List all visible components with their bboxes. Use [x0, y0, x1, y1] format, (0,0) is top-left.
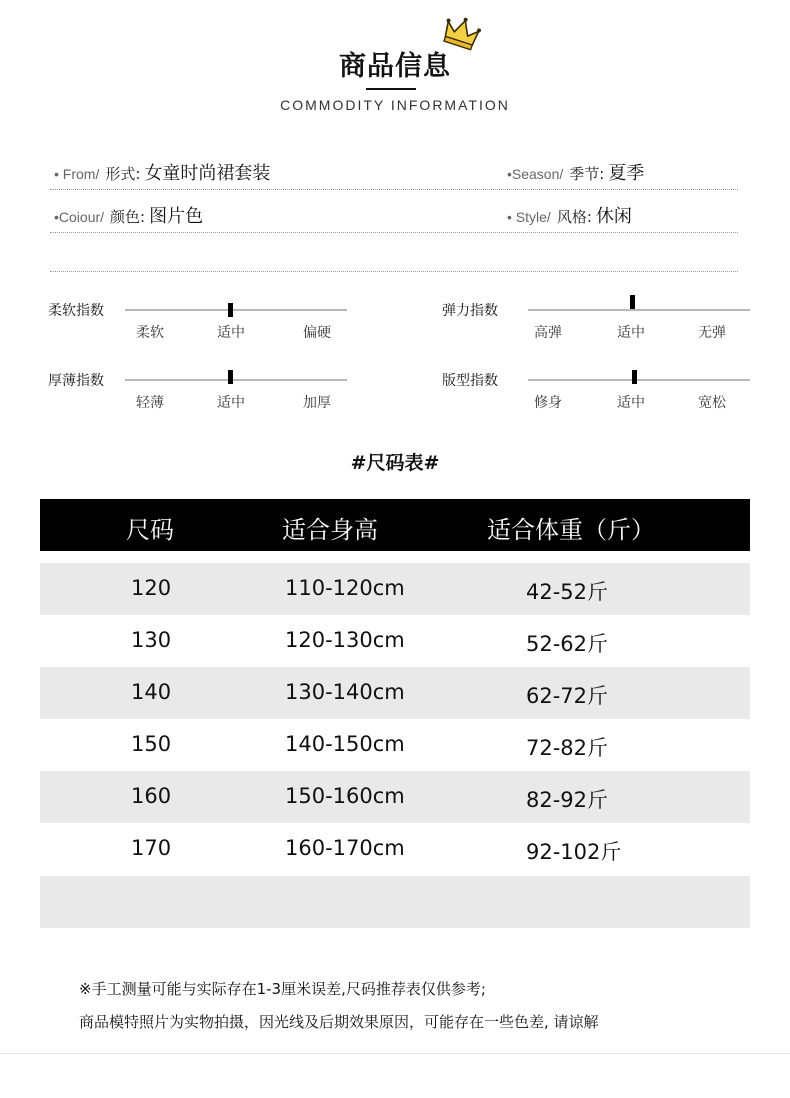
- cell-height: 130-140cm: [285, 680, 405, 704]
- info-season-value: 夏季: [608, 163, 645, 184]
- index-track: [125, 379, 347, 381]
- info-season-en: •Season/: [507, 166, 564, 182]
- cell-size: 140: [131, 680, 172, 704]
- cell-height: 120-130cm: [285, 628, 405, 652]
- info-style-en: • Style/: [507, 209, 551, 225]
- cell-size: 160: [131, 784, 172, 808]
- index-fit: [442, 370, 762, 420]
- index-label: 版型指数: [442, 373, 498, 389]
- cell-weight: 62-72斤: [526, 684, 609, 708]
- info-form: [54, 159, 270, 185]
- page-subtitle: COMMODITY INFORMATION: [280, 97, 510, 113]
- index-tick-low: 高弹: [534, 325, 562, 341]
- index-tick-mid: 适中: [217, 325, 245, 341]
- table-row-empty: [40, 876, 750, 928]
- index-label: 厚薄指数: [48, 373, 104, 389]
- size-table-header: [40, 499, 750, 551]
- cell-weight: 52-62斤: [526, 632, 609, 656]
- cell-height: 140-150cm: [285, 732, 405, 756]
- index-tick-high: 无弹: [698, 325, 726, 341]
- cell-height: 150-160cm: [285, 784, 405, 808]
- index-tick-high: 宽松: [698, 395, 726, 411]
- index-tick-mid: 适中: [617, 325, 645, 341]
- index-tick-high: 偏硬: [303, 325, 331, 341]
- cell-size: 150: [131, 732, 172, 756]
- index-tick-mid: 适中: [217, 395, 245, 411]
- index-thumb: [228, 370, 233, 384]
- table-row: [40, 719, 750, 771]
- index-tick-low: 轻薄: [136, 395, 164, 411]
- cell-height: 160-170cm: [285, 836, 405, 860]
- index-elasticity: [442, 300, 762, 350]
- cell-weight: 42-52斤: [526, 580, 609, 604]
- column-header-weight: 适合体重（斤）: [487, 516, 655, 544]
- index-track: [528, 379, 750, 381]
- table-row: [40, 615, 750, 667]
- info-style: [507, 202, 632, 228]
- index-thumb: [632, 370, 637, 384]
- column-header-size: 尺码: [126, 516, 174, 544]
- page-title: 商品信息: [339, 51, 451, 82]
- index-track: [528, 309, 750, 311]
- info-colour-cn: 颜色:: [110, 208, 146, 226]
- info-row-1: [50, 158, 738, 190]
- index-tick-low: 柔软: [136, 325, 164, 341]
- size-table-heading: #尺码表#: [350, 452, 440, 474]
- column-header-height: 适合身高: [282, 516, 378, 544]
- index-tick-high: 加厚: [303, 395, 331, 411]
- cell-height: 110-120cm: [285, 576, 405, 600]
- info-colour: [54, 202, 203, 228]
- info-season: [507, 159, 644, 185]
- crown-icon: [441, 12, 481, 52]
- index-thumb: [630, 295, 635, 309]
- cell-weight: 82-92斤: [526, 788, 609, 812]
- index-softness: [48, 300, 368, 350]
- table-row: [40, 771, 750, 823]
- index-label: 弹力指数: [442, 303, 498, 319]
- info-row-2: [50, 201, 738, 233]
- info-form-en: • From/: [54, 166, 100, 182]
- index-thumb: [228, 303, 233, 317]
- info-form-value: 女童时尚裙套装: [144, 163, 271, 184]
- info-colour-value: 图片色: [149, 206, 204, 227]
- bottom-divider: [0, 1053, 790, 1054]
- cell-size: 130: [131, 628, 172, 652]
- info-season-cn: 季节:: [569, 165, 605, 183]
- table-row: [40, 823, 750, 875]
- note-measurement: ※手工测量可能与实际存在1-3厘米误差,尺码推荐表仅供参考;: [79, 980, 486, 998]
- cell-weight: 72-82斤: [526, 736, 609, 760]
- info-style-cn: 风格:: [556, 208, 592, 226]
- info-form-cn: 形式:: [105, 165, 141, 183]
- table-row: [40, 563, 750, 615]
- cell-size: 120: [131, 576, 172, 600]
- table-row: [40, 667, 750, 719]
- title-underline: [366, 88, 416, 90]
- index-track: [125, 309, 347, 311]
- cell-weight: 92-102斤: [526, 840, 622, 864]
- info-style-value: 休闲: [595, 206, 632, 227]
- info-divider: [50, 271, 738, 272]
- note-color-difference: 商品模特照片为实物拍摄，因光线及后期效果原因，可能存在一些色差, 请谅解: [79, 1013, 599, 1031]
- index-tick-low: 修身: [534, 395, 562, 411]
- cell-size: 170: [131, 836, 172, 860]
- info-colour-en: •Coiour/: [54, 209, 105, 225]
- index-thickness: [48, 370, 368, 420]
- index-tick-mid: 适中: [617, 395, 645, 411]
- index-label: 柔软指数: [48, 303, 104, 319]
